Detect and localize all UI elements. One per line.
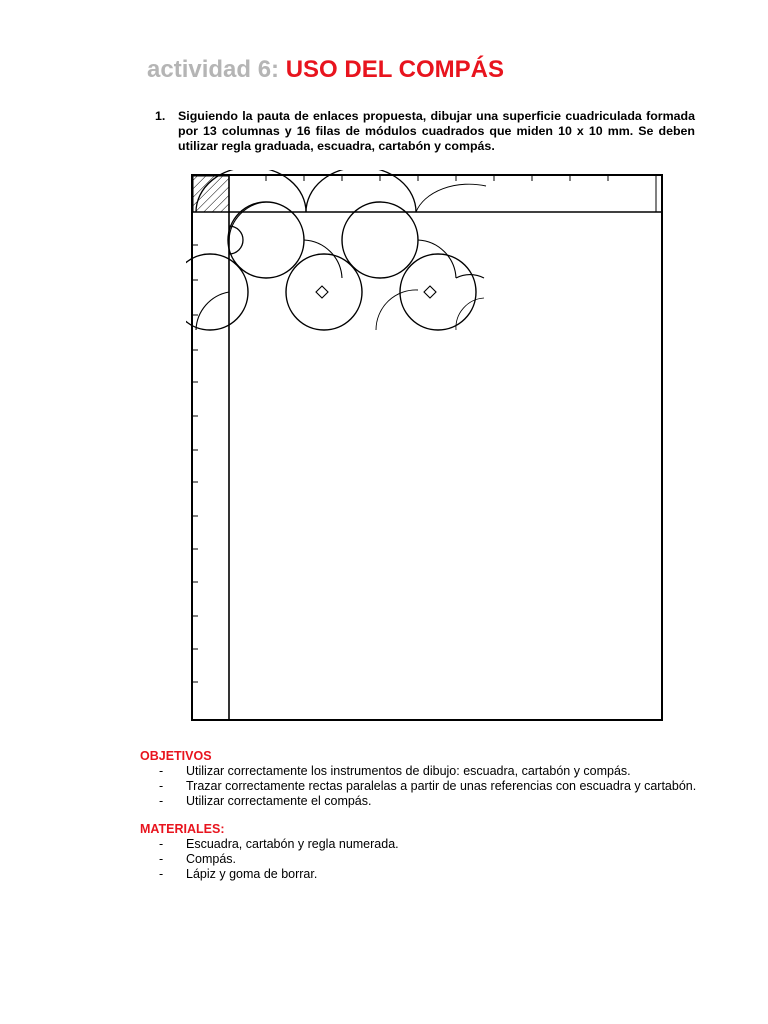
list-item bbox=[140, 852, 399, 867]
materiales-list bbox=[140, 837, 399, 882]
materiales-heading: MATERIALES: bbox=[140, 822, 225, 836]
list-item bbox=[140, 764, 696, 779]
list-item bbox=[140, 867, 399, 882]
page-title bbox=[147, 56, 504, 84]
bullet-dash: - bbox=[159, 794, 164, 808]
objetivos-heading: OBJETIVOS bbox=[140, 749, 212, 763]
materiales-section bbox=[140, 822, 399, 882]
list-item-text: Utilizar correctamente los instrumentos de dibujo: escuadra, cartabón y compás. bbox=[186, 764, 631, 778]
list-item-text: Escuadra, cartabón y regla numerada. bbox=[186, 837, 399, 851]
list-item bbox=[140, 779, 696, 794]
compass-pattern-figure bbox=[186, 170, 676, 726]
list-item-text: Utilizar correctamente el compás. bbox=[186, 794, 372, 808]
bullet-dash: - bbox=[159, 764, 164, 778]
instruction-block bbox=[155, 109, 695, 154]
instruction-number: 1. bbox=[155, 109, 166, 123]
bullet-dash: - bbox=[159, 837, 164, 851]
bullet-dash: - bbox=[159, 867, 164, 881]
outer-frame bbox=[192, 175, 662, 720]
bullet-dash: - bbox=[159, 779, 164, 793]
list-item bbox=[140, 794, 696, 809]
title-main: USO DEL COMPÁS bbox=[285, 56, 504, 83]
title-prefix: actividad 6: bbox=[147, 56, 280, 83]
link-diamonds bbox=[316, 286, 436, 298]
objetivos-list bbox=[140, 764, 696, 809]
list-item-text: Compás. bbox=[186, 852, 237, 866]
list-item bbox=[140, 837, 399, 852]
list-item-text: Lápiz y goma de borrar. bbox=[186, 867, 318, 881]
list-item-text: Trazar correctamente rectas paralelas a partir de unas referencias con escuadra y cartabón. bbox=[186, 779, 697, 793]
bullet-dash: - bbox=[159, 852, 164, 866]
objetivos-section bbox=[140, 749, 696, 809]
instruction-text: Siguiendo la pauta de enlaces propuesta, dibujar una superficie cuadriculada formada por 13 columnas y 16 filas de módulos cuadrados que miden 10 x 10 mm. Se deben utilizar regla graduada, escuadra, cartabón y compás. bbox=[178, 109, 695, 153]
